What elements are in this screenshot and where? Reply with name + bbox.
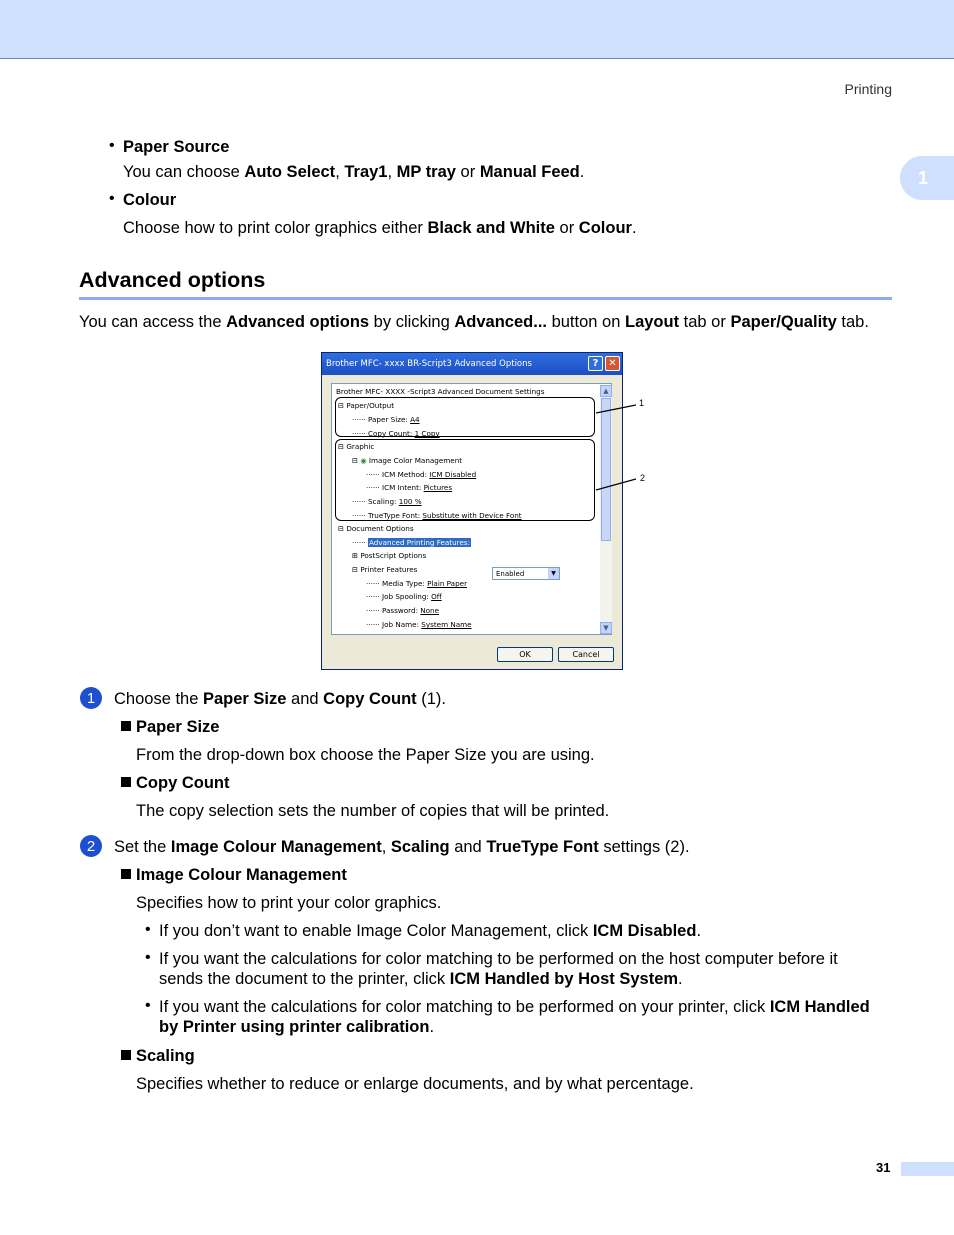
callout-box-2 <box>335 439 595 521</box>
text-run: and <box>449 838 487 856</box>
color-management-icon: ◉ <box>360 456 367 465</box>
tree-item-graphic[interactable]: ⊟ Graphic <box>338 442 375 451</box>
text-run: , <box>335 163 345 181</box>
item-title-icm: Image Colour Management <box>136 866 347 884</box>
bold-term: Advanced options <box>226 313 370 331</box>
text-run: (1). <box>416 690 446 708</box>
text-run: You can choose <box>123 163 245 181</box>
text-run: , <box>381 838 391 856</box>
bold-term: Paper Size <box>202 690 287 708</box>
tree-item-icm-intent[interactable]: ······ ICM Intent: Pictures <box>366 483 453 492</box>
scroll-down-icon[interactable]: ▼ <box>600 622 612 634</box>
bold-term: Colour <box>578 219 632 237</box>
tree-item-paper-output[interactable]: ⊟ Paper/Output <box>338 401 395 410</box>
tree-item-copy-count[interactable]: ······ Copy Count: 1 Copy <box>352 429 440 438</box>
text-run: sends the document to the printer, click <box>159 970 450 988</box>
bullet-description <box>123 162 584 182</box>
bullet-dot: • <box>109 190 115 207</box>
bold-term: Scaling <box>390 838 450 856</box>
text-run: . <box>678 970 683 988</box>
square-bullet <box>121 869 131 879</box>
icm-option-line <box>159 997 870 1017</box>
help-button[interactable]: ? <box>588 356 603 371</box>
bullet-dot: • <box>145 997 151 1014</box>
page-number: 31 <box>876 1160 891 1175</box>
text-run: , <box>387 163 397 181</box>
item-title-scaling: Scaling <box>136 1047 195 1065</box>
advanced-features-select[interactable]: Enabled ▼ <box>492 567 560 580</box>
dialog-title: Brother MFC- xxxx BR-Script3 Advanced Options <box>322 353 622 375</box>
icm-option-line <box>159 921 701 941</box>
footer-bar <box>901 1162 954 1176</box>
tree-item-password[interactable]: ······ Password: None <box>366 606 440 615</box>
callout-number-1: 1 <box>639 398 645 408</box>
item-title-paper-size: Paper Size <box>136 718 220 736</box>
tree-item-advanced-features[interactable]: ······ Advanced Printing Features: <box>352 538 471 547</box>
bold-term: Black and White <box>427 219 555 237</box>
item-desc-paper-size: From the drop-down box choose the Paper Size you are using. <box>136 746 595 764</box>
square-bullet <box>121 1050 131 1060</box>
text-run: tab. <box>836 313 869 331</box>
text-run: . <box>631 219 637 237</box>
cancel-button[interactable]: Cancel <box>558 647 614 662</box>
bold-term: TrueType Font <box>486 838 599 856</box>
bullet-dot: • <box>145 921 151 938</box>
callout-number-2: 2 <box>640 473 646 483</box>
step-number-2: 2 <box>80 835 102 857</box>
text-run: . <box>429 1018 435 1036</box>
settings-tree <box>331 383 612 635</box>
close-button[interactable]: ✕ <box>605 356 620 371</box>
text-run: You can access the <box>79 313 227 331</box>
section-intro <box>79 312 869 332</box>
step-2-text <box>114 837 690 857</box>
tree-item-job-spooling[interactable]: ······ Job Spooling: Off <box>366 592 442 601</box>
square-bullet <box>121 721 131 731</box>
text-run: Choose the <box>114 690 203 708</box>
tree-item-postscript[interactable]: ⊞ PostScript Options <box>352 551 427 560</box>
bold-term: Image Colour Management <box>170 838 382 856</box>
item-desc-copy-count: The copy selection sets the number of copies that will be printed. <box>136 802 610 820</box>
square-bullet <box>121 777 131 787</box>
icm-option-line <box>159 949 838 969</box>
tree-root: Brother MFC- XXXX -Script3 Advanced Document Settings <box>336 387 545 396</box>
chapter-number: 1 <box>918 167 929 188</box>
tree-item-job-name[interactable]: ······ Job Name: System Name <box>366 620 472 629</box>
header-band <box>0 0 954 59</box>
bullet-title: Colour <box>123 191 177 209</box>
advanced-options-dialog <box>321 352 623 670</box>
callout-box-1 <box>335 397 595 437</box>
text-run: button on <box>547 313 625 331</box>
step-number-1: 1 <box>80 687 102 709</box>
text-run: If you don’t want to enable Image Color Management, click <box>159 922 593 940</box>
bold-term: Advanced... <box>454 313 547 331</box>
bold-term: Tray1 <box>344 163 388 181</box>
tree-item-paper-size[interactable]: ······ Paper Size: A4 <box>352 415 420 424</box>
bold-term: ICM Disabled <box>592 922 697 940</box>
tree-item-icm[interactable]: ⊟ ◉ Image Color Management <box>352 456 463 465</box>
bullet-dot: • <box>109 137 115 154</box>
chapter-tab <box>900 156 954 200</box>
tree-item-truetype[interactable]: ······ TrueType Font: Substitute with Device Font <box>352 511 522 520</box>
bold-term: Copy Count <box>323 690 417 708</box>
text-run: by clicking <box>369 313 455 331</box>
bold-term: ICM Handled <box>769 998 870 1016</box>
bullet-dot: • <box>145 949 151 966</box>
header-section-label: Printing <box>844 81 892 97</box>
tree-item-printer-features[interactable]: ⊟ Printer Features <box>352 565 418 574</box>
bold-term: Manual Feed <box>479 163 580 181</box>
text-run: . <box>579 163 585 181</box>
icm-option-line <box>159 1017 434 1037</box>
tree-item-scaling[interactable]: ······ Scaling: 100 % <box>352 497 422 506</box>
text-run: Set the <box>114 838 171 856</box>
tree-item-icm-method[interactable]: ······ ICM Method: ICM Disabled <box>366 470 477 479</box>
tree-item-document-options[interactable]: ⊟ Document Options <box>338 524 414 533</box>
text-run: or <box>554 219 579 237</box>
text-run: settings (2). <box>598 838 690 856</box>
text-run: If you want the calculations for color matching to be performed on your printer, click <box>159 998 770 1016</box>
icm-option-line <box>159 969 683 989</box>
bold-term: Paper/Quality <box>730 313 837 331</box>
item-desc-icm: Specifies how to print your color graphics. <box>136 894 442 912</box>
bold-term: Auto Select <box>244 163 336 181</box>
bullet-description <box>123 218 637 238</box>
bold-term: by Printer using printer calibration <box>159 1018 430 1036</box>
bold-term: MP tray <box>396 163 456 181</box>
bold-term: Layout <box>624 313 680 331</box>
item-desc-scaling: Specifies whether to reduce or enlarge documents, and by what percentage. <box>136 1075 694 1093</box>
text-run: or <box>455 163 480 181</box>
chevron-down-icon: ▼ <box>548 568 559 579</box>
bold-term: ICM Handled by Host System <box>449 970 679 988</box>
text-run: If you want the calculations for color matching to be performed on the host computer before it <box>159 950 838 968</box>
ok-button[interactable]: OK <box>497 647 553 662</box>
section-heading: Advanced options <box>79 268 266 292</box>
section-rule <box>79 297 892 300</box>
text-run: Choose how to print color graphics either <box>123 219 428 237</box>
text-run: . <box>696 922 702 940</box>
tree-item-media-type[interactable]: ······ Media Type: Plain Paper <box>366 579 468 588</box>
scroll-up-icon[interactable]: ▲ <box>600 385 612 397</box>
item-title-copy-count: Copy Count <box>136 774 230 792</box>
bullet-title: Paper Source <box>123 138 230 156</box>
text-run: and <box>286 690 324 708</box>
step-1-text <box>114 689 446 709</box>
text-run: tab or <box>679 313 731 331</box>
